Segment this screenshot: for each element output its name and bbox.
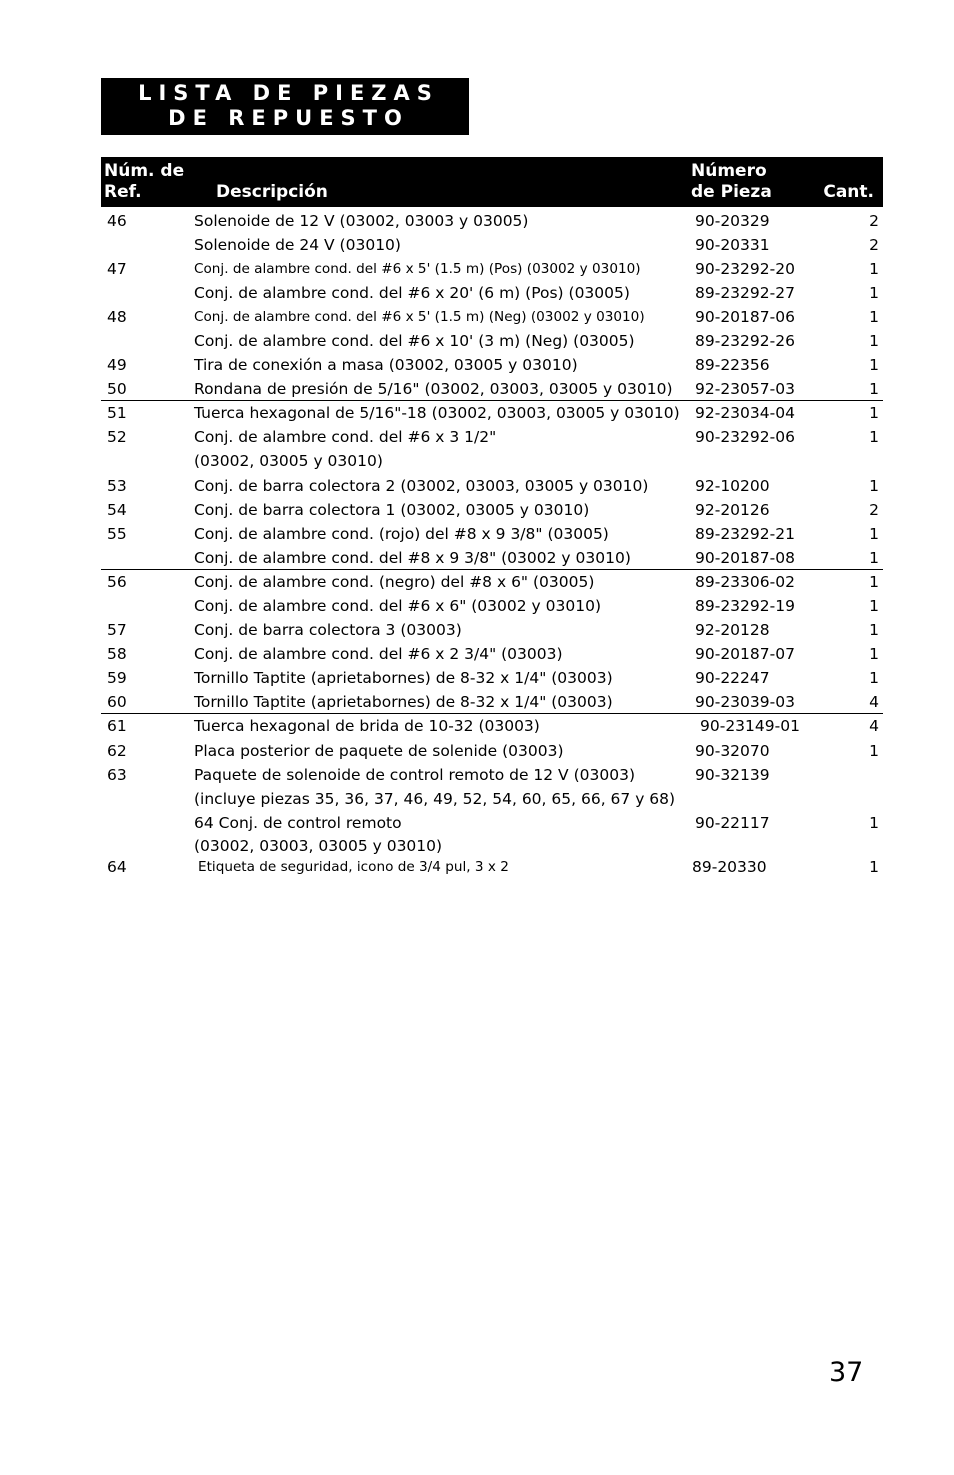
- part-number-cell: 90-20187-07: [695, 645, 795, 663]
- quantity-cell: 1: [869, 284, 879, 302]
- ref-cell: 55: [107, 525, 127, 543]
- quantity-cell: 1: [869, 645, 879, 663]
- description-cell: Tuerca hexagonal de 5/16"-18 (03002, 03003, 03005 y 03010): [194, 404, 680, 422]
- table-row: [101, 570, 883, 594]
- description-cell: Solenoide de 12 V (03002, 03003 y 03005): [194, 212, 529, 230]
- table-row: [101, 811, 883, 835]
- part-number-cell: 90-23149-01: [700, 717, 800, 735]
- ref-cell: 49: [107, 356, 127, 374]
- description-cell: Tornillo Taptite (aprietabornes) de 8-32 x 1/4" (03003): [194, 693, 613, 711]
- part-number-cell: 90-22117: [695, 814, 770, 832]
- quantity-cell: 1: [869, 858, 879, 876]
- quantity-cell: 1: [869, 428, 879, 446]
- ref-cell: 48: [107, 308, 127, 326]
- part-number-cell: 90-20187-08: [695, 549, 795, 567]
- ref-cell: 51: [107, 404, 127, 422]
- table-row: [101, 377, 883, 401]
- quantity-cell: 1: [869, 260, 879, 278]
- ref-cell: 64: [107, 858, 127, 876]
- quantity-cell: 1: [869, 477, 879, 495]
- table-row: [101, 353, 883, 377]
- ref-cell: 59: [107, 669, 127, 687]
- header-part-number: [691, 161, 772, 203]
- part-number-cell: 90-23039-03: [695, 693, 795, 711]
- quantity-cell: 4: [869, 693, 879, 711]
- table-row: [101, 425, 883, 449]
- part-number-cell: 92-23057-03: [695, 380, 795, 398]
- quantity-cell: 1: [869, 621, 879, 639]
- page-title-line2: DE REPUESTO: [168, 106, 409, 130]
- part-number-cell: 90-20187-06: [695, 308, 795, 326]
- table-row: [101, 642, 883, 666]
- table-row: [101, 209, 883, 233]
- description-cell: Conj. de alambre cond. del #6 x 6" (03002 y 03010): [194, 597, 601, 615]
- description-cell: Rondana de presión de 5/16" (03002, 03003, 03005 y 03010): [194, 380, 673, 398]
- part-number-cell: 92-20126: [695, 501, 770, 519]
- description-cell: Solenoide de 24 V (03010): [194, 236, 401, 254]
- part-number-cell: 90-23292-20: [695, 260, 795, 278]
- table-row: [101, 618, 883, 642]
- quantity-cell: 2: [869, 212, 879, 230]
- part-number-cell: 89-22356: [695, 356, 770, 374]
- part-number-cell: 92-10200: [695, 477, 770, 495]
- quantity-cell: 1: [869, 549, 879, 567]
- parts-table: [101, 209, 883, 879]
- description-cell: (03002, 03005 y 03010): [194, 452, 383, 470]
- table-header: [101, 157, 883, 207]
- header-ref-line1: Núm. de: [104, 161, 185, 181]
- table-row: [101, 233, 883, 257]
- description-cell: (03002, 03003, 03005 y 03010): [194, 837, 443, 855]
- description-cell: Conj. de barra colectora 2 (03002, 03003, 03005 y 03010): [194, 477, 649, 495]
- description-cell: Placa posterior de paquete de solenide (03003): [194, 742, 564, 760]
- part-number-cell: 90-32139: [695, 766, 770, 784]
- ref-cell: 52: [107, 428, 127, 446]
- quantity-cell: 1: [869, 308, 879, 326]
- quantity-cell: 1: [869, 573, 879, 591]
- table-row: [101, 855, 883, 879]
- description-cell: Conj. de alambre cond. del #6 x 3 1/2": [194, 428, 497, 446]
- ref-cell: 47: [107, 260, 127, 278]
- quantity-cell: 2: [869, 501, 879, 519]
- description-cell: 64 Conj. de control remoto: [194, 814, 402, 832]
- quantity-cell: 1: [869, 525, 879, 543]
- table-row: [101, 714, 883, 739]
- quantity-cell: 1: [869, 332, 879, 350]
- description-cell: Paquete de solenoide de control remoto de 12 V (03003): [194, 766, 635, 784]
- ref-cell: 62: [107, 742, 127, 760]
- page-title-line1: LISTA DE PIEZAS: [138, 81, 439, 105]
- description-cell: Conj. de alambre cond. (rojo) del #8 x 9 3/8" (03005): [194, 525, 609, 543]
- table-row: [101, 739, 883, 763]
- ref-cell: 46: [107, 212, 127, 230]
- quantity-cell: 1: [869, 356, 879, 374]
- description-cell: Conj. de alambre cond. del #8 x 9 3/8" (03002 y 03010): [194, 549, 631, 567]
- header-part-line1: Número: [691, 161, 767, 181]
- table-row: [101, 257, 883, 281]
- table-row: [101, 690, 883, 714]
- part-number-cell: 90-20329: [695, 212, 770, 230]
- table-row: [101, 763, 883, 787]
- description-cell: (incluye piezas 35, 36, 37, 46, 49, 52, 54, 60, 65, 66, 67 y 68): [194, 790, 676, 808]
- description-cell: Conj. de alambre cond. (negro) del #8 x 6" (03005): [194, 573, 595, 591]
- table-row: [101, 281, 883, 305]
- table-row: [101, 401, 883, 425]
- ref-cell: 63: [107, 766, 127, 784]
- table-row: [101, 498, 883, 522]
- header-ref-line2: Ref.: [104, 182, 142, 202]
- table-row: [101, 329, 883, 353]
- quantity-cell: 1: [869, 380, 879, 398]
- table-row: [101, 474, 883, 498]
- table-row: [101, 787, 883, 811]
- description-cell: Conj. de barra colectora 1 (03002, 03005 y 03010): [194, 501, 590, 519]
- ref-cell: 61: [107, 717, 127, 735]
- ref-cell: 57: [107, 621, 127, 639]
- description-cell: Tira de conexión a masa (03002, 03005 y 03010): [194, 356, 578, 374]
- description-cell: Conj. de alambre cond. del #6 x 20' (6 m) (Pos) (03005): [194, 284, 630, 302]
- description-cell: Conj. de alambre cond. del #6 x 2 3/4" (03003): [194, 645, 563, 663]
- ref-cell: 50: [107, 380, 127, 398]
- quantity-cell: 1: [869, 597, 879, 615]
- part-number-cell: 89-20330: [692, 858, 767, 876]
- quantity-cell: 2: [869, 236, 879, 254]
- part-number-cell: 90-32070: [695, 742, 770, 760]
- header-description: Descripción: [216, 182, 328, 202]
- ref-cell: 54: [107, 501, 127, 519]
- part-number-cell: 89-23292-19: [695, 597, 795, 615]
- quantity-cell: 4: [869, 717, 879, 735]
- part-number-cell: 92-23034-04: [695, 404, 795, 422]
- part-number-cell: 89-23292-27: [695, 284, 795, 302]
- table-row: [101, 546, 883, 570]
- page-number: 37: [829, 1357, 864, 1388]
- description-cell: Conj. de alambre cond. del #6 x 5' (1.5 m) (Neg) (03002 y 03010): [194, 309, 645, 325]
- quantity-cell: 1: [869, 742, 879, 760]
- description-cell: Conj. de barra colectora 3 (03003): [194, 621, 462, 639]
- part-number-cell: 89-23292-21: [695, 525, 795, 543]
- ref-cell: 56: [107, 573, 127, 591]
- part-number-cell: 89-23306-02: [695, 573, 795, 591]
- header-part-line2: de Pieza: [691, 182, 772, 202]
- part-number-cell: 92-20128: [695, 621, 770, 639]
- description-cell: Conj. de alambre cond. del #6 x 5' (1.5 m) (Pos) (03002 y 03010): [194, 261, 641, 277]
- ref-cell: 58: [107, 645, 127, 663]
- part-number-cell: 90-20331: [695, 236, 770, 254]
- part-number-cell: 90-22247: [695, 669, 770, 687]
- quantity-cell: 1: [869, 669, 879, 687]
- header-quantity: Cant.: [823, 182, 874, 202]
- ref-cell: 60: [107, 693, 127, 711]
- quantity-cell: 1: [869, 404, 879, 422]
- description-cell: Tornillo Taptite (aprietabornes) de 8-32 x 1/4" (03003): [194, 669, 613, 687]
- description-cell: Conj. de alambre cond. del #6 x 10' (3 m) (Neg) (03005): [194, 332, 635, 350]
- description-cell: Tuerca hexagonal de brida de 10-32 (03003): [194, 717, 540, 735]
- quantity-cell: 1: [869, 814, 879, 832]
- table-row: [101, 835, 883, 855]
- table-row: [101, 305, 883, 329]
- header-ref: [104, 161, 184, 203]
- table-row: [101, 594, 883, 618]
- table-row: [101, 449, 883, 474]
- table-row: [101, 666, 883, 690]
- page-title: [101, 78, 469, 135]
- description-cell: Etiqueta de seguridad, icono de 3/4 pul, 3 x 2: [198, 859, 509, 875]
- ref-cell: 53: [107, 477, 127, 495]
- table-row: [101, 522, 883, 546]
- part-number-cell: 89-23292-26: [695, 332, 795, 350]
- part-number-cell: 90-23292-06: [695, 428, 795, 446]
